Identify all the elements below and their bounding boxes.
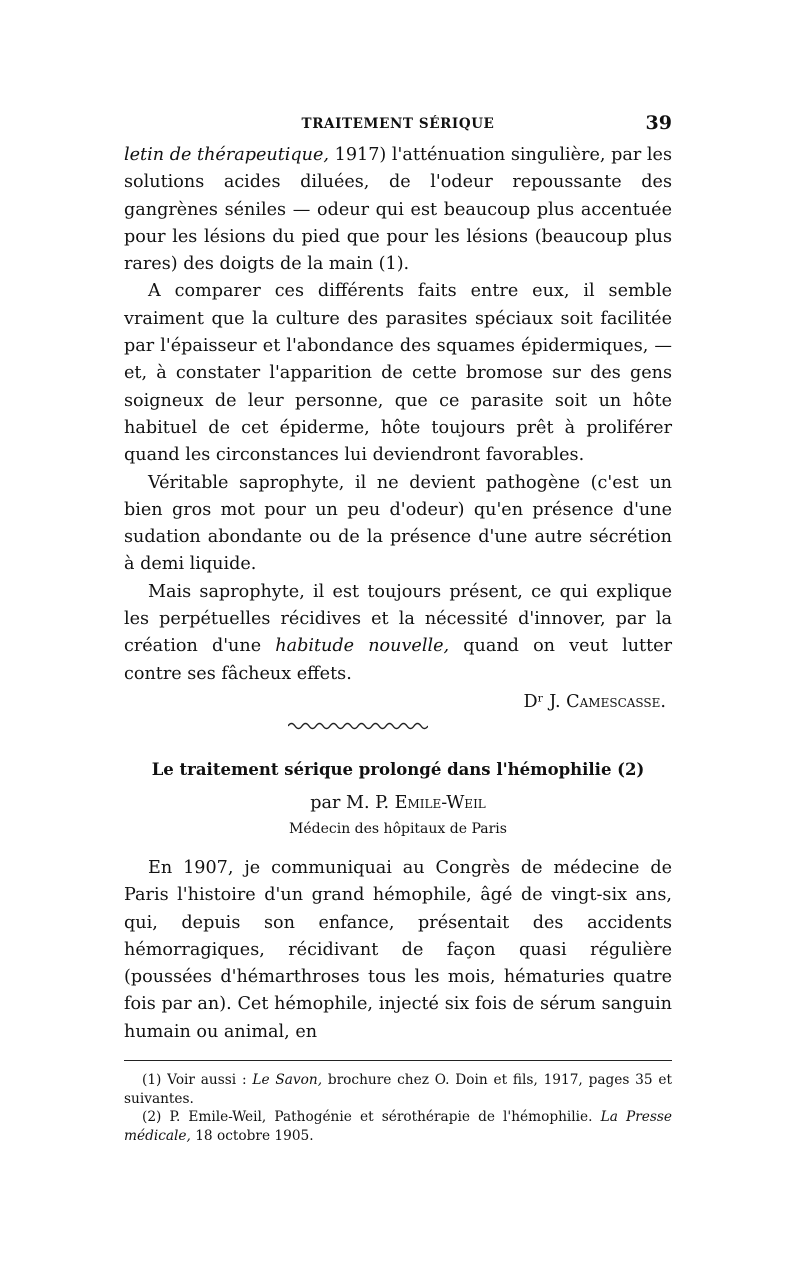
author-signature [124,689,672,716]
footnote-text: 18 octobre 1905. [190,1127,314,1144]
paragraph-text: Mais saprophyte, il est toujours présent, ce qui explique les perpétuelles récidives et la nécessité d'innover, par la création d'une [124,581,672,657]
paragraph-continuation [124,142,672,278]
paragraph-text: quand on veut lutter contre ses fâcheux effets. [124,636,672,684]
italic-text: La Presse médicale, [124,1109,672,1144]
signature-name: Camescasse. [566,691,666,712]
paragraph: En 1907, je communiquai au Congrès de médecine de Paris l'histoire d'un grand hémophile, âgé de vingt-six ans, qui, depuis son enfance, présentait des accidents hémorragiques, récidivant de façon quasi régulière (poussées d'hémarthroses tous les mois, hématuries quatre fois par an). Cet hémophile, injecté six fois de sérum sanguin humain ou animal, en [124,857,672,1042]
page-number: 39 [645,112,672,134]
paragraph: A comparer ces différents faits entre eux, il semble vraiment que la culture des parasites spéciaux soit facilitée par l'épaisseur et l'abondance des squames épidermiques, — et, à constater l'apparition de cette bromose sur des gens soigneux de leur personne, que ce parasite soit un hôte habituel de cet épiderme, hôte toujours prêt à proliférer quand les circonstances lui deviendront favorables. [124,281,672,466]
italic-text: habitude nouvelle, [275,636,450,657]
running-title: TRAITEMENT SÉRIQUE [301,116,495,132]
book-page [124,112,672,1145]
footnote-2 [124,1108,672,1145]
footnote-rule [124,1060,672,1061]
paragraph: Véritable saprophyte, il ne devient pathogène (c'est un bien gros mot pour un peu d'odeur) qu'en présence d'une sudation abondante ou de la présence d'une autre sécrétion à demi liquide. [124,472,672,575]
italic-text: letin de thérapeutique, [124,145,330,165]
running-header [124,112,672,142]
article-title: Le traitement sérique prolongé dans l'hémophilie (2) [151,759,645,779]
footnote-text: brochure chez O. Doin et fils, 1917, pages 35 et suivantes. [124,1072,672,1107]
footnote-text: (1) Voir aussi : [142,1072,253,1089]
signature-prefix: Dʳ J. [523,691,567,712]
author-byline [124,790,672,817]
paragraph-text: 1917) l'atténuation singulière, par les solutions acides diluées, de l'odeur repoussante des gangrènes séniles — odeur qui est beaucoup plus accentuée pour les lésions du pied que pour les lésions (beaucoup plus rares) des doigts de la main (1). [124,145,672,275]
paragraph [124,579,672,688]
byline-prefix: par M. P. [310,792,395,813]
wavy-separator [288,721,428,731]
byline-name: Emile-Weil [394,792,486,813]
author-affiliation: Médecin des hôpitaux de Paris [289,820,507,837]
italic-text: Le Savon, [252,1072,323,1089]
footnote-text: (2) P. Emile-Weil, Pathogénie et sérothérapie de l'hémophilie. [142,1109,601,1126]
footnote-1 [124,1071,672,1108]
spacer [124,840,672,855]
